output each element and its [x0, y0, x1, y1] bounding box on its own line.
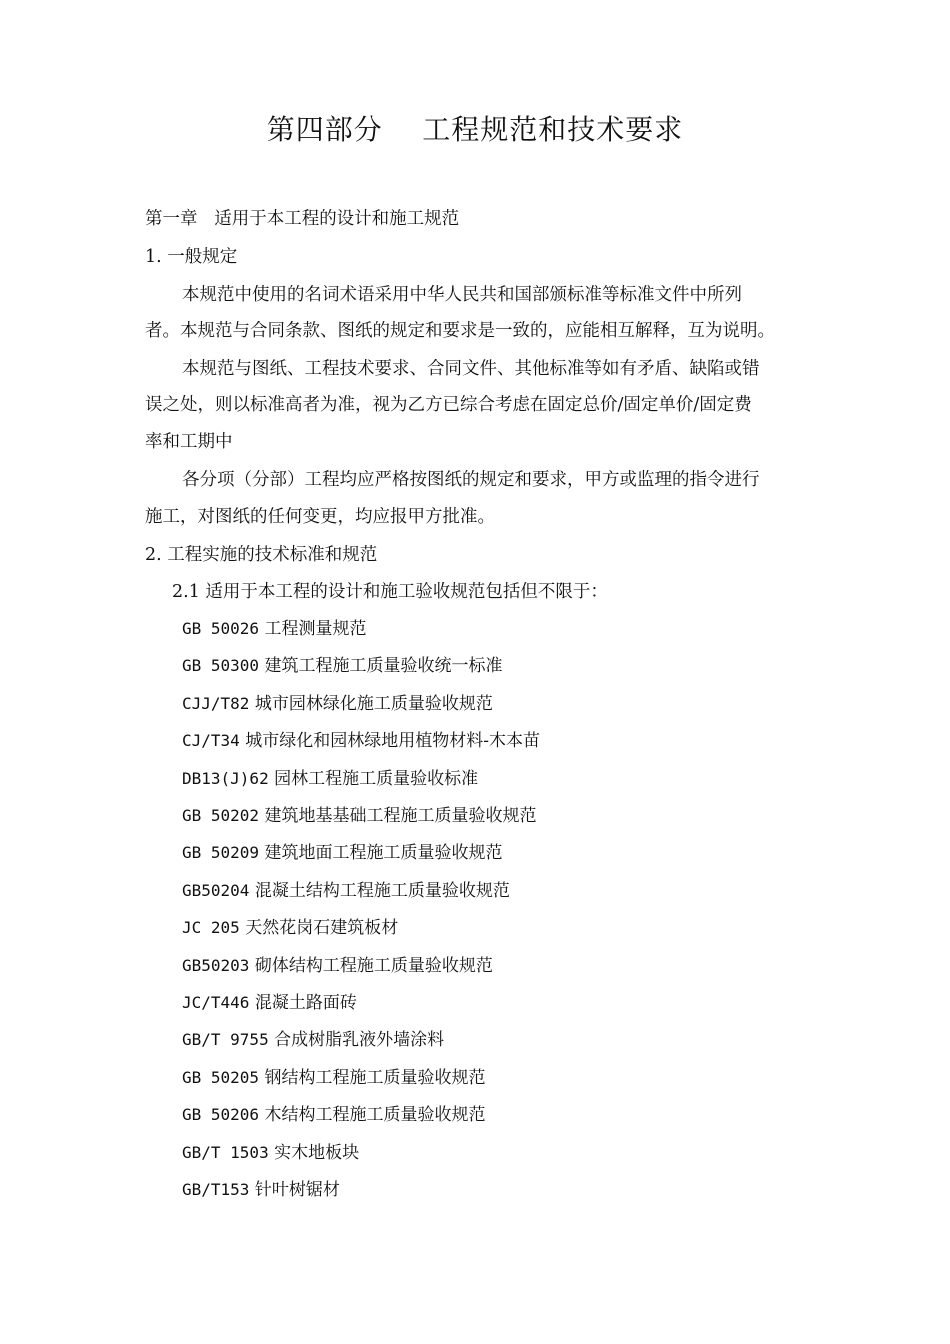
- standard-item: [182, 617, 366, 641]
- standard-name: 工程测量规范: [264, 619, 367, 639]
- paragraph-1-line-2: 者。本规范与合同条款、图纸的规定和要求是一致的，应能相互解释，互为说明。: [145, 321, 775, 341]
- paragraph-3-line-1: 各分项（分部）工程均应严格按图纸的规定和要求，甲方或监理的指令进行: [182, 470, 760, 490]
- subsection-2-1: 2.1 适用于本工程的设计和施工验收规范包括但不限于：: [172, 582, 608, 602]
- paragraph-2-line-2: 误之处，则以标准高者为准，视为乙方已综合考虑在固定总价/固定单价/固定费: [145, 395, 752, 415]
- standard-code: JC 205: [182, 918, 240, 938]
- standard-item: [182, 1066, 485, 1090]
- standard-item: [182, 692, 493, 716]
- standard-name: 建筑地基基础工程施工质量验收规范: [264, 806, 537, 826]
- standard-name: 混凝土结构工程施工质量验收规范: [254, 880, 510, 901]
- paragraph-3-line-2: 施工，对图纸的任何变更，均应报甲方批准。: [145, 507, 495, 527]
- standard-code: GB/T 9755: [182, 1030, 269, 1050]
- chapter-heading: 第一章 适用于本工程的设计和施工规范: [145, 209, 460, 229]
- standard-name: 建筑工程施工质量验收统一标准: [264, 656, 503, 677]
- standard-name: 钢结构工程施工质量验收规范: [264, 1067, 486, 1088]
- standard-code: DB13(J)62: [182, 768, 269, 788]
- standard-name: 天然花岗石建筑板材: [245, 918, 399, 939]
- standard-code: GB50204: [182, 880, 250, 900]
- section-1-heading: 1. 一般规定: [145, 247, 238, 267]
- standard-name: 建筑地面工程施工质量验收规范: [264, 843, 503, 864]
- standard-code: GB/T 1503: [182, 1142, 269, 1162]
- standard-name: 园林工程施工质量验收标准: [274, 768, 479, 789]
- standard-item: [182, 1103, 485, 1127]
- standard-name: 合成树脂乳液外墙涂料: [274, 1030, 445, 1051]
- standard-code: GB 50205: [182, 1067, 260, 1087]
- standard-item: [182, 654, 502, 678]
- standard-item: [182, 954, 493, 978]
- standard-code: GB 50206: [182, 1105, 260, 1125]
- paragraph-2-line-1: 本规范与图纸、工程技术要求、合同文件、其他标准等如有矛盾、缺陷或错: [182, 359, 760, 379]
- standard-code: JC/T446: [182, 993, 250, 1012]
- paragraph-1-line-1: 本规范中使用的名词术语采用中华人民共和国部颁标准等标准文件中所列: [182, 285, 742, 305]
- standard-code: GB 50026: [182, 619, 260, 638]
- standard-item: [182, 916, 398, 940]
- standard-name: 木结构工程施工质量验收规范: [264, 1105, 486, 1126]
- section-2-heading: 2. 工程实施的技术标准和规范: [145, 545, 378, 565]
- standard-item: [182, 841, 502, 865]
- standard-item: [182, 767, 478, 791]
- standard-name: 实木地板块: [274, 1142, 360, 1163]
- standard-item: [182, 879, 510, 903]
- standard-code: CJ/T34: [182, 731, 240, 751]
- standard-item: [182, 729, 540, 753]
- standard-code: GB/T153: [182, 1180, 250, 1199]
- standard-name: 混凝土路面砖: [254, 993, 357, 1013]
- standard-code: GB 50209: [182, 843, 260, 863]
- standard-name: 砌体结构工程施工质量验收规范: [254, 955, 493, 976]
- standard-code: CJJ/T82: [182, 693, 250, 713]
- standard-code: GB 50202: [182, 806, 260, 825]
- standard-code: GB 50300: [182, 656, 260, 676]
- standard-item: [182, 804, 536, 828]
- standard-item: [182, 1028, 444, 1052]
- standard-name: 城市园林绿化施工质量验收规范: [254, 693, 493, 714]
- standard-item: [182, 991, 357, 1015]
- standard-code: GB50203: [182, 955, 250, 975]
- standard-name: 城市绿化和园林绿地用植物材料-木本苗: [245, 731, 540, 752]
- standard-item: [182, 1178, 340, 1202]
- standard-item: [182, 1141, 359, 1165]
- page-title: 第四部分 工程规范和技术要求: [266, 113, 684, 146]
- paragraph-2-line-3: 率和工期中: [145, 432, 233, 452]
- standard-name: 针叶树锯材: [254, 1180, 340, 1200]
